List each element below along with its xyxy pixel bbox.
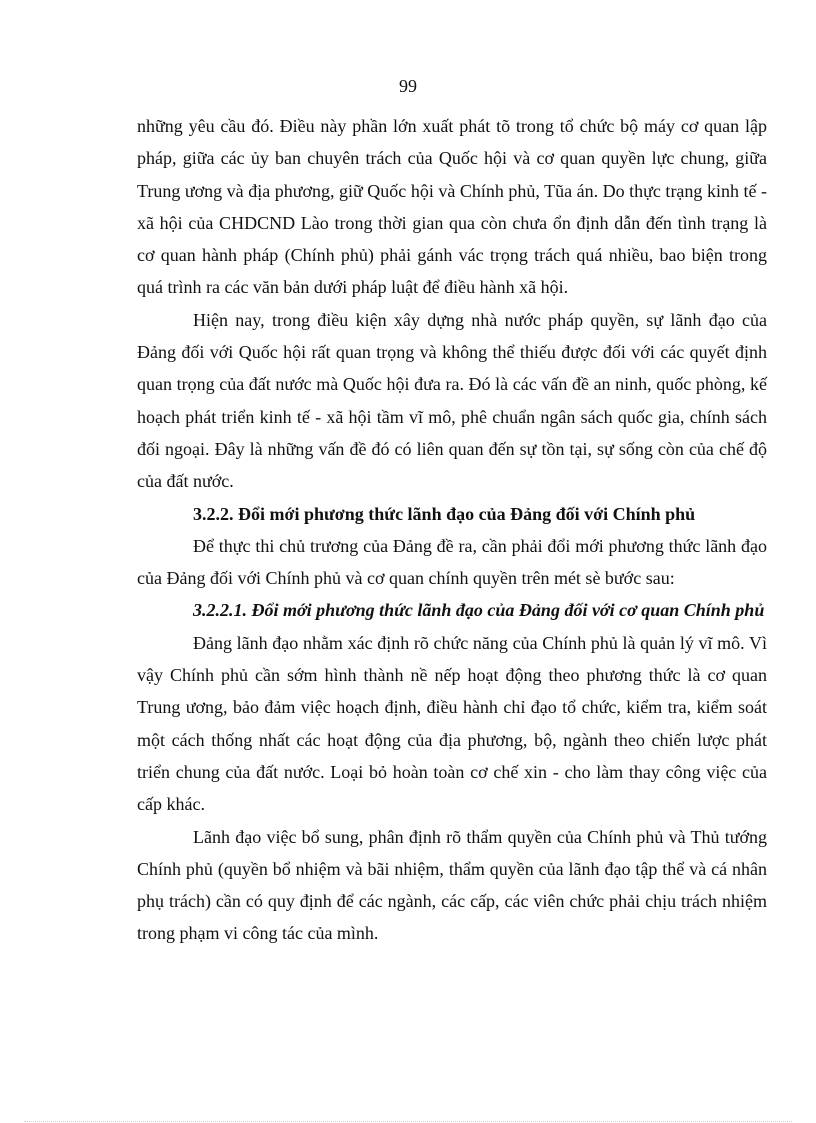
subsection-heading-3-2-2-1: 3.2.2.1. Đổi mới phương thức lãnh đạo của Đảng đối với cơ quan Chính phủ <box>193 600 765 621</box>
paragraph-party-leadership-assembly: Hiện nay, trong điều kiện xây dựng nhà nước pháp quyền, sự lãnh đạo của Đảng đối với Quốc hội rất quan trọng và không thể thiếu được đối với các quyết định quan trọng của đất nước mà Quốc hội đưa ra. Đó là các vấn đề an ninh, quốc phòng, kế hoạch phát triển kinh tế - xã hội tầm vĩ mô, phê chuẩn ngân sách quốc gia, chính sách đối ngoại. Đây là những vấn đề đó có liên quan đến sự tồn tại, sự sống còn của chế độ của đất nước. <box>137 309 767 492</box>
paragraph-continuation: những yêu cầu đó. Điều này phần lớn xuất phát tõ trong tổ chức bộ máy cơ quan lập pháp, giữa các ủy ban chuyên trách của Quốc hội và cơ quan quyền lực chung, giữa Trung ương và địa phương, giữ Quốc hội và Chính phủ, Tũa án. Do thực trạng kinh tế - xã hội của CHDCND Lào trong thời gian qua còn chưa ổn định dẫn đến tình trạng là cơ quan hành pháp (Chính phủ) phải gánh vác trọng trách quá nhiều, bao biện trong quá trình ra các văn bản dưới pháp luật để điều hành xã hội. <box>137 116 767 298</box>
document-body <box>137 110 767 950</box>
paragraph-reform-steps: Để thực thi chủ trương của Đảng đề ra, cần phải đổi mới phương thức lãnh đạo của Đảng đối với Chính phủ và cơ quan chính quyền trên mét sè bước sau: <box>137 535 767 589</box>
paragraph-authority-delineation: Lãnh đạo việc bổ sung, phân định rõ thẩm quyền của Chính phủ và Thủ tướng Chính phủ (quyền bổ nhiệm và bãi nhiệm, thẩm quyền của lãnh đạo tập thể và cá nhân phụ trách) cần có quy định để các ngành, các cấp, các viên chức phải chịu trách nhiệm trong phạm vi công tác của mình. <box>137 826 767 944</box>
page-bottom-divider <box>24 1121 792 1122</box>
page-number: 99 <box>399 76 417 96</box>
section-heading-3-2-2: 3.2.2. Đổi mới phương thức lãnh đạo của Đảng đối với Chính phủ <box>193 503 696 524</box>
paragraph-government-function: Đảng lãnh đạo nhằm xác định rõ chức năng của Chính phủ là quản lý vĩ mô. Vì vậy Chính phủ cần sớm hình thành nề nếp hoạt động theo phương thức là cơ quan Trung ương, bảo đảm việc hoạch định, điều hành chỉ đạo tổ chức, kiểm tra, kiểm soát một cách thống nhất các hoạt động của địa phương, bộ, ngành theo chiến lược phát triển chung của đất nước. Loại bỏ hoàn toàn cơ chế xin - cho làm thay công việc của cấp khác. <box>137 632 767 815</box>
